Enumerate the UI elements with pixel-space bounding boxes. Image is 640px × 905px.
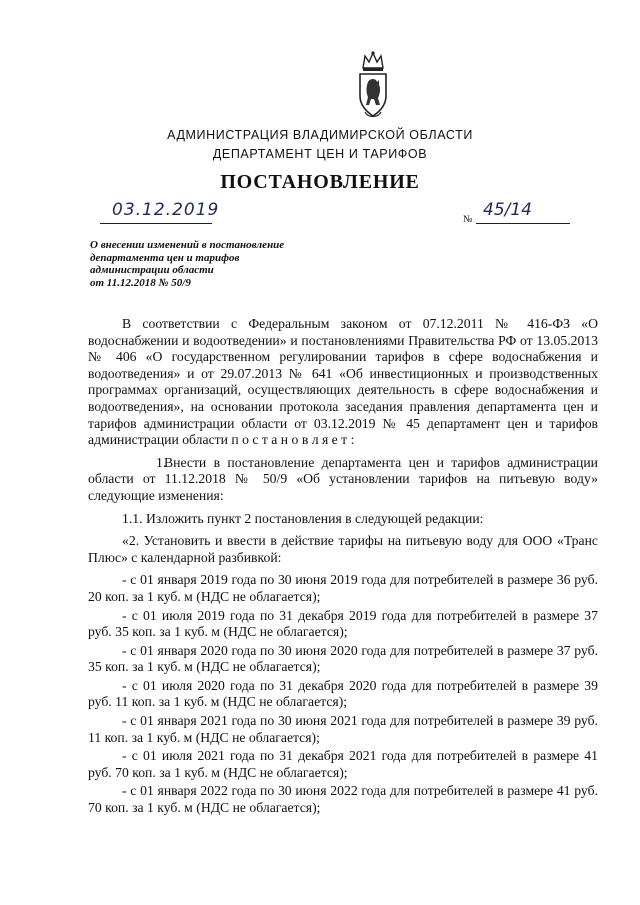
tariff-paragraph: - с 01 января 2019 года по 30 июня 2019 года для потребителей в размере 36 руб. 20 коп. за 1 куб. м (НДС не облагается); — [88, 572, 598, 604]
item-2-paragraph: «2. Установить и ввести в действие тарифы на питьевую воду для ООО «Транс Плюс» с календарной разбивкой: — [88, 533, 598, 565]
item-1-text: Внести в постановление департамента цен и тарифов администрации области от 11.12.2018 № 50/9 «Об установлении тарифов на питьевую воду» следующие изменения: — [88, 454, 598, 503]
tariff-paragraph: - с 01 июля 2021 года по 31 декабря 2021 года для потребителей в размере 41 руб. 70 коп. за 1 куб. м (НДС не облагается); — [88, 748, 598, 780]
subject-line: администрации области — [90, 264, 214, 277]
number-sign: № — [463, 214, 473, 225]
document-title: ПОСТАНОВЛЕНИЕ — [220, 171, 420, 193]
department-name: ДЕПАРТАМЕНТ ЦЕН И ТАРИФОВ — [212, 147, 428, 161]
document-subject — [90, 239, 330, 289]
document-body — [88, 316, 598, 819]
tariff-paragraph: - с 01 июля 2019 года по 31 декабря 2019 года для потребителей в размере 37 руб. 35 коп. за 1 куб. м (НДС не облагается); — [88, 607, 598, 640]
subject-line: О внесении изменений в постановление — [90, 239, 285, 251]
subject-line: от 11.12.2018 № 50/9 — [90, 276, 191, 289]
tariff-paragraph: - с 01 июля 2020 года по 31 декабря 2020 года для потребителей в размере 39 руб. 11 коп. за 1 куб. м (НДС не облагается); — [88, 677, 598, 710]
tariff-paragraph: - с 01 января 2022 года по 30 июня 2022 года для потребителей в размере 41 руб. 70 коп. за 1 куб. м (НДС не облагается); — [88, 783, 598, 816]
item-1-paragraph — [88, 455, 598, 505]
item-1-1-paragraph: 1.1. Изложить пункт 2 постановления в следующей редакции: — [122, 510, 484, 526]
subject-line: департамента цен и тарифов — [90, 251, 240, 264]
tariff-paragraph: - с 01 января 2021 года по 30 июня 2021 года для потребителей в размере 39 руб. 11 коп. за 1 куб. м (НДС не облагается); — [88, 713, 598, 745]
document-number: 45/14 — [483, 200, 532, 220]
tariff-paragraph: - с 01 января 2020 года по 30 июня 2020 года для потребителей в размере 37 руб. 35 коп. за 1 куб. м (НДС не облагается); — [88, 642, 598, 675]
number-underline — [476, 223, 570, 224]
coat-of-arms-icon — [354, 50, 392, 122]
preamble-paragraph: В соответствии с Федеральным законом от 07.12.2011 № 416-ФЗ «О водоснабжении и водоотведении» и постановлениями Правительства РФ от 13.05.2013 № 406 «О государственном регулировании тарифов в сфере водоснабжения и водоотведения» и от 29.07.2013 № 641 «Об инвестиционных и производственных программах организаций, осуществляющих деятельность в сфере водоснабжения и водоотведения», на основании протокола заседания правления департамента цен и тарифов администрации области от 03.12.2019 № 45 департамент цен и тарифов администрации области п о с т а н о в л я е т : — [88, 316, 598, 448]
organization-name: АДМИНИСТРАЦИЯ ВЛАДИМИРСКОЙ ОБЛАСТИ — [167, 128, 473, 142]
document-date: 03.12.2019 — [112, 200, 220, 220]
item-1-number: 1. — [156, 454, 167, 470]
date-underline — [100, 223, 212, 224]
